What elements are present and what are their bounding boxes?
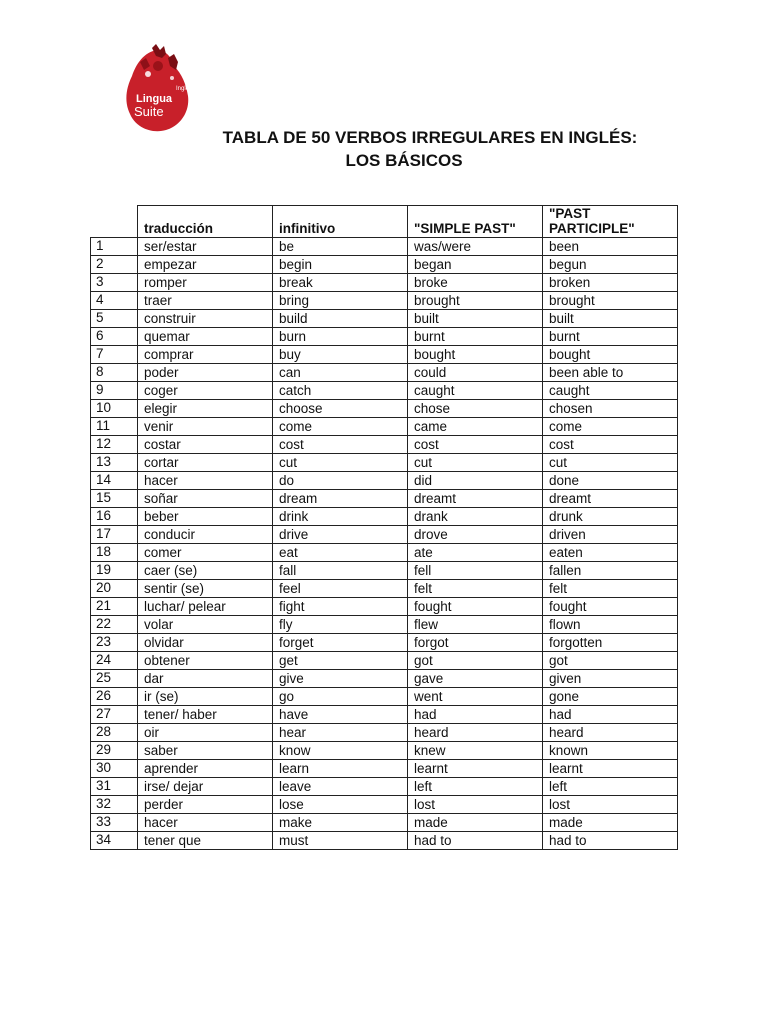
infinitive-cell: fight: [273, 598, 408, 616]
row-number: 6: [91, 328, 138, 346]
logo-brand-lingua: Lingua: [136, 93, 173, 105]
past-participle-cell: forgotten: [543, 634, 678, 652]
simple-past-cell: gave: [408, 670, 543, 688]
translation-cell: quemar: [138, 328, 273, 346]
row-number: 31: [91, 778, 138, 796]
past-participle-cell: chosen: [543, 400, 678, 418]
table-row: [91, 472, 678, 490]
row-number: 21: [91, 598, 138, 616]
simple-past-cell: burnt: [408, 328, 543, 346]
header-past-participle: [543, 206, 678, 238]
table-body: [91, 238, 678, 850]
infinitive-cell: make: [273, 814, 408, 832]
table-row: [91, 382, 678, 400]
infinitive-cell: have: [273, 706, 408, 724]
table-row: [91, 418, 678, 436]
row-number: 30: [91, 760, 138, 778]
translation-cell: dar: [138, 670, 273, 688]
past-participle-cell: cut: [543, 454, 678, 472]
title-line-2: LOS BÁSICOS: [345, 151, 463, 170]
translation-cell: poder: [138, 364, 273, 382]
translation-cell: traer: [138, 292, 273, 310]
past-participle-cell: flown: [543, 616, 678, 634]
infinitive-cell: drink: [273, 508, 408, 526]
translation-cell: saber: [138, 742, 273, 760]
row-number: 10: [91, 400, 138, 418]
row-number: 34: [91, 832, 138, 850]
header-translation: traducción: [138, 206, 273, 238]
simple-past-cell: knew: [408, 742, 543, 760]
simple-past-cell: ate: [408, 544, 543, 562]
table-row: [91, 580, 678, 598]
row-number: 23: [91, 634, 138, 652]
table-row: [91, 346, 678, 364]
simple-past-cell: broke: [408, 274, 543, 292]
simple-past-cell: fell: [408, 562, 543, 580]
translation-cell: soñar: [138, 490, 273, 508]
table-row: [91, 310, 678, 328]
translation-cell: conducir: [138, 526, 273, 544]
irregular-verbs-table: [90, 205, 678, 850]
infinitive-cell: be: [273, 238, 408, 256]
past-participle-cell: felt: [543, 580, 678, 598]
past-participle-cell: caught: [543, 382, 678, 400]
infinitive-cell: eat: [273, 544, 408, 562]
infinitive-cell: dream: [273, 490, 408, 508]
table-row: [91, 436, 678, 454]
row-number: 33: [91, 814, 138, 832]
simple-past-cell: had: [408, 706, 543, 724]
infinitive-cell: come: [273, 418, 408, 436]
infinitive-cell: fly: [273, 616, 408, 634]
translation-cell: ir (se): [138, 688, 273, 706]
past-participle-cell: learnt: [543, 760, 678, 778]
infinitive-cell: catch: [273, 382, 408, 400]
simple-past-cell: chose: [408, 400, 543, 418]
row-number: 7: [91, 346, 138, 364]
past-participle-cell: heard: [543, 724, 678, 742]
row-number: 1: [91, 238, 138, 256]
translation-cell: olvidar: [138, 634, 273, 652]
past-participle-cell: burnt: [543, 328, 678, 346]
header-number: [91, 206, 138, 238]
translation-cell: volar: [138, 616, 273, 634]
table-row: [91, 292, 678, 310]
infinitive-cell: hear: [273, 724, 408, 742]
past-participle-cell: dreamt: [543, 490, 678, 508]
table-row: [91, 490, 678, 508]
translation-cell: irse/ dejar: [138, 778, 273, 796]
infinitive-cell: know: [273, 742, 408, 760]
infinitive-cell: bring: [273, 292, 408, 310]
translation-cell: tener que: [138, 832, 273, 850]
row-number: 32: [91, 796, 138, 814]
past-participle-cell: cost: [543, 436, 678, 454]
infinitive-cell: go: [273, 688, 408, 706]
translation-cell: hacer: [138, 472, 273, 490]
translation-cell: obtener: [138, 652, 273, 670]
table-row: [91, 796, 678, 814]
infinitive-cell: choose: [273, 400, 408, 418]
past-participle-cell: been able to: [543, 364, 678, 382]
infinitive-cell: must: [273, 832, 408, 850]
simple-past-cell: felt: [408, 580, 543, 598]
logo-tagline-small: Inglés & más: [176, 86, 211, 92]
past-participle-cell: begun: [543, 256, 678, 274]
simple-past-cell: dreamt: [408, 490, 543, 508]
table-row: [91, 562, 678, 580]
past-participle-cell: done: [543, 472, 678, 490]
table-row: [91, 508, 678, 526]
simple-past-cell: got: [408, 652, 543, 670]
past-participle-cell: built: [543, 310, 678, 328]
table-row: [91, 454, 678, 472]
past-participle-cell: been: [543, 238, 678, 256]
past-participle-cell: come: [543, 418, 678, 436]
row-number: 13: [91, 454, 138, 472]
table-row: [91, 724, 678, 742]
infinitive-cell: learn: [273, 760, 408, 778]
translation-cell: beber: [138, 508, 273, 526]
translation-cell: caer (se): [138, 562, 273, 580]
translation-cell: ser/estar: [138, 238, 273, 256]
infinitive-cell: begin: [273, 256, 408, 274]
table-row: [91, 238, 678, 256]
row-number: 14: [91, 472, 138, 490]
infinitive-cell: burn: [273, 328, 408, 346]
past-participle-cell: fought: [543, 598, 678, 616]
infinitive-cell: do: [273, 472, 408, 490]
lingua-suite-logo: [122, 44, 211, 136]
row-number: 5: [91, 310, 138, 328]
table-row: [91, 688, 678, 706]
row-number: 22: [91, 616, 138, 634]
past-participle-cell: lost: [543, 796, 678, 814]
simple-past-cell: made: [408, 814, 543, 832]
table-row: [91, 274, 678, 292]
simple-past-cell: heard: [408, 724, 543, 742]
infinitive-cell: build: [273, 310, 408, 328]
simple-past-cell: came: [408, 418, 543, 436]
simple-past-cell: fought: [408, 598, 543, 616]
translation-cell: cortar: [138, 454, 273, 472]
table-row: [91, 670, 678, 688]
translation-cell: aprender: [138, 760, 273, 778]
table-row: [91, 652, 678, 670]
row-number: 27: [91, 706, 138, 724]
row-number: 26: [91, 688, 138, 706]
infinitive-cell: drive: [273, 526, 408, 544]
past-participle-cell: drunk: [543, 508, 678, 526]
infinitive-cell: feel: [273, 580, 408, 598]
past-participle-cell: had: [543, 706, 678, 724]
translation-cell: perder: [138, 796, 273, 814]
simple-past-cell: left: [408, 778, 543, 796]
translation-cell: construir: [138, 310, 273, 328]
simple-past-cell: did: [408, 472, 543, 490]
page-title: [130, 126, 730, 172]
translation-cell: romper: [138, 274, 273, 292]
logo-brand-suite: Suite: [134, 104, 164, 119]
row-number: 4: [91, 292, 138, 310]
infinitive-cell: give: [273, 670, 408, 688]
table-row: [91, 544, 678, 562]
row-number: 2: [91, 256, 138, 274]
past-participle-cell: fallen: [543, 562, 678, 580]
table-row: [91, 328, 678, 346]
simple-past-cell: flew: [408, 616, 543, 634]
past-participle-cell: brought: [543, 292, 678, 310]
translation-cell: oir: [138, 724, 273, 742]
table-header-row: [91, 206, 678, 238]
row-number: 9: [91, 382, 138, 400]
simple-past-cell: could: [408, 364, 543, 382]
translation-cell: elegir: [138, 400, 273, 418]
simple-past-cell: had to: [408, 832, 543, 850]
table-row: [91, 742, 678, 760]
simple-past-cell: was/were: [408, 238, 543, 256]
simple-past-cell: lost: [408, 796, 543, 814]
table-row: [91, 778, 678, 796]
row-number: 17: [91, 526, 138, 544]
table-row: [91, 832, 678, 850]
infinitive-cell: leave: [273, 778, 408, 796]
infinitive-cell: cut: [273, 454, 408, 472]
simple-past-cell: brought: [408, 292, 543, 310]
translation-cell: sentir (se): [138, 580, 273, 598]
translation-cell: comer: [138, 544, 273, 562]
header-infinitive: infinitivo: [273, 206, 408, 238]
infinitive-cell: lose: [273, 796, 408, 814]
row-number: 18: [91, 544, 138, 562]
simple-past-cell: forgot: [408, 634, 543, 652]
past-participle-cell: driven: [543, 526, 678, 544]
translation-cell: coger: [138, 382, 273, 400]
past-participle-cell: got: [543, 652, 678, 670]
past-participle-cell: had to: [543, 832, 678, 850]
table-row: [91, 634, 678, 652]
past-participle-cell: eaten: [543, 544, 678, 562]
row-number: 12: [91, 436, 138, 454]
simple-past-cell: bought: [408, 346, 543, 364]
simple-past-cell: built: [408, 310, 543, 328]
infinitive-cell: cost: [273, 436, 408, 454]
translation-cell: venir: [138, 418, 273, 436]
translation-cell: hacer: [138, 814, 273, 832]
row-number: 28: [91, 724, 138, 742]
table-row: [91, 706, 678, 724]
row-number: 8: [91, 364, 138, 382]
simple-past-cell: drank: [408, 508, 543, 526]
simple-past-cell: caught: [408, 382, 543, 400]
past-participle-cell: broken: [543, 274, 678, 292]
table-row: [91, 760, 678, 778]
header-past-participle-line1: "PAST: [549, 206, 591, 221]
row-number: 16: [91, 508, 138, 526]
header-past-participle-line2: PARTICIPLE": [549, 221, 635, 236]
translation-cell: comprar: [138, 346, 273, 364]
infinitive-cell: fall: [273, 562, 408, 580]
translation-cell: costar: [138, 436, 273, 454]
table-row: [91, 364, 678, 382]
simple-past-cell: went: [408, 688, 543, 706]
infinitive-cell: buy: [273, 346, 408, 364]
logo-icon: [122, 44, 211, 136]
table-row: [91, 526, 678, 544]
table-row: [91, 616, 678, 634]
simple-past-cell: cut: [408, 454, 543, 472]
simple-past-cell: drove: [408, 526, 543, 544]
row-number: 15: [91, 490, 138, 508]
past-participle-cell: made: [543, 814, 678, 832]
row-number: 3: [91, 274, 138, 292]
past-participle-cell: left: [543, 778, 678, 796]
translation-cell: empezar: [138, 256, 273, 274]
table-row: [91, 598, 678, 616]
translation-cell: luchar/ pelear: [138, 598, 273, 616]
simple-past-cell: cost: [408, 436, 543, 454]
header-simple-past: "SIMPLE PAST": [408, 206, 543, 238]
past-participle-cell: known: [543, 742, 678, 760]
row-number: 24: [91, 652, 138, 670]
simple-past-cell: learnt: [408, 760, 543, 778]
row-number: 29: [91, 742, 138, 760]
row-number: 20: [91, 580, 138, 598]
past-participle-cell: bought: [543, 346, 678, 364]
infinitive-cell: can: [273, 364, 408, 382]
past-participle-cell: gone: [543, 688, 678, 706]
table-row: [91, 814, 678, 832]
past-participle-cell: given: [543, 670, 678, 688]
row-number: 25: [91, 670, 138, 688]
title-line-1: TABLA DE 50 VERBOS IRREGULARES EN INGLÉS:: [222, 128, 638, 147]
table-row: [91, 256, 678, 274]
infinitive-cell: forget: [273, 634, 408, 652]
infinitive-cell: break: [273, 274, 408, 292]
row-number: 11: [91, 418, 138, 436]
table-row: [91, 400, 678, 418]
simple-past-cell: began: [408, 256, 543, 274]
infinitive-cell: get: [273, 652, 408, 670]
translation-cell: tener/ haber: [138, 706, 273, 724]
row-number: 19: [91, 562, 138, 580]
